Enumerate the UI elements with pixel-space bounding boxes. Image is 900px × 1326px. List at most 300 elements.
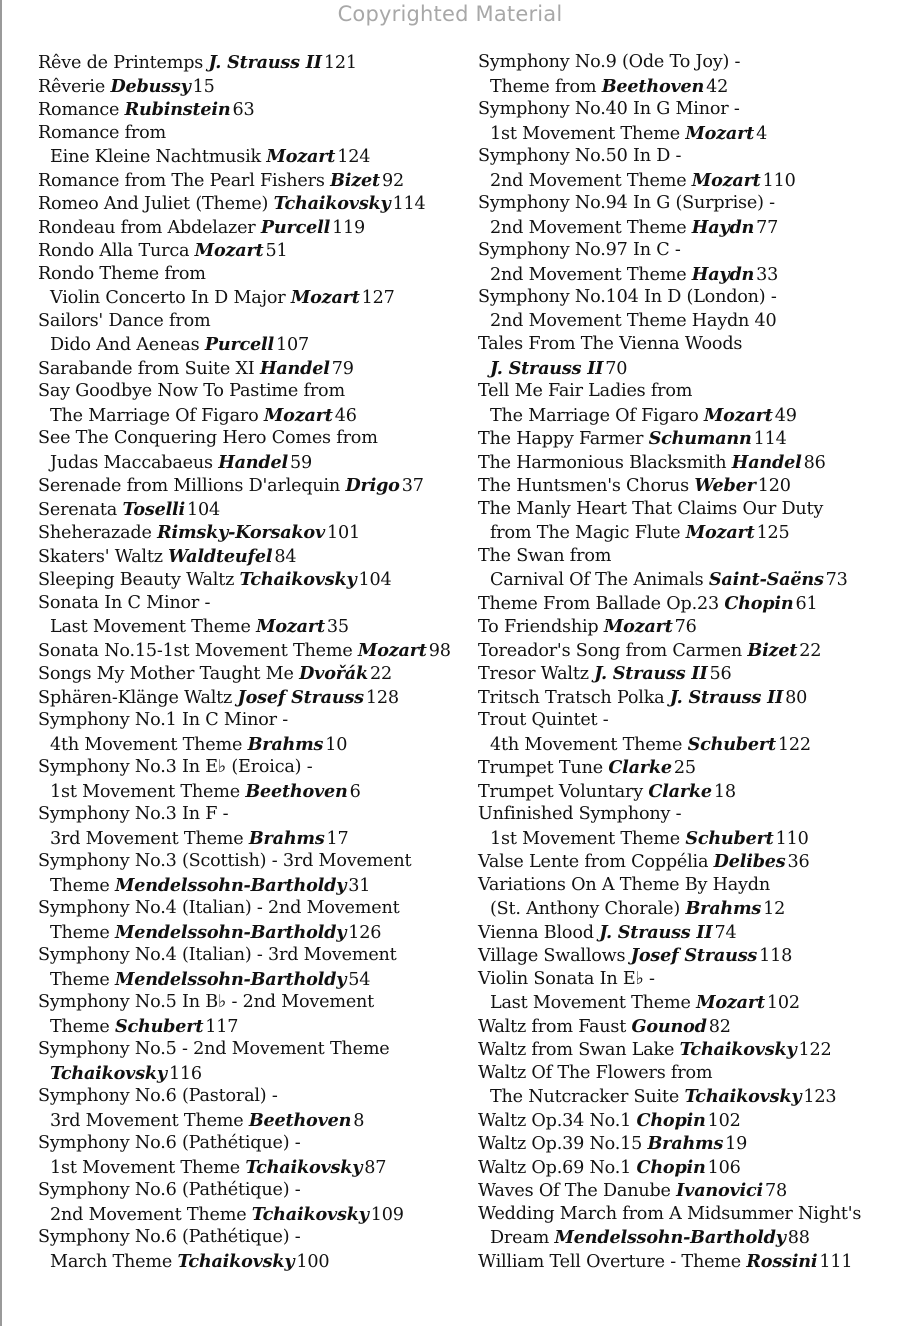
index-entry xyxy=(38,404,458,428)
index-entry xyxy=(38,874,458,898)
entry-composer: Mendelssohn-Bartholdy xyxy=(114,874,347,896)
entry-page-number: 119 xyxy=(332,217,366,238)
entry-composer: J. Strauss II xyxy=(599,921,713,943)
index-entry xyxy=(38,1226,458,1250)
index-entry xyxy=(38,1179,458,1203)
entry-title: Symphony No.97 In C - xyxy=(478,240,681,260)
entry-page-number: 110 xyxy=(775,828,809,849)
entry-composer: Mendelssohn-Bartholdy xyxy=(114,968,347,990)
entry-title: 1st Movement Theme xyxy=(50,781,246,802)
index-entry xyxy=(478,639,898,663)
entry-title: The Nutcracker Suite xyxy=(490,1087,685,1107)
entry-title: Judas Maccabaeus xyxy=(50,452,219,473)
index-entry xyxy=(38,968,458,992)
entry-title: Valse Lente from Coppélia xyxy=(478,852,714,872)
index-entry xyxy=(38,733,458,757)
index-entry xyxy=(38,897,458,921)
entry-title: Rondo Theme from xyxy=(38,263,206,284)
index-entry xyxy=(38,991,458,1015)
index-entry xyxy=(38,333,458,357)
entry-composer: Saint-Saëns xyxy=(708,569,824,590)
index-entry xyxy=(38,451,458,475)
entry-title: Toreador's Song from Carmen xyxy=(478,640,748,661)
index-entry xyxy=(478,827,898,851)
index-entry xyxy=(478,1250,898,1274)
entry-title: 3rd Movement Theme xyxy=(50,1110,249,1131)
entry-composer: J. Strauss II xyxy=(669,686,784,708)
index-entry xyxy=(38,545,458,569)
entry-composer: Mozart xyxy=(685,122,755,144)
index-entry xyxy=(38,474,458,498)
entry-composer: Tchaikovsky xyxy=(50,1062,167,1084)
entry-composer: Debussy xyxy=(110,75,191,97)
index-entry xyxy=(478,780,898,804)
entry-title: (St. Anthony Chorale) xyxy=(490,899,686,919)
copyright-watermark: Copyrighted Material xyxy=(337,2,563,26)
index-entry xyxy=(38,686,458,710)
index-entry xyxy=(478,357,898,381)
entry-page-number: 114 xyxy=(392,194,426,214)
entry-page-number: 18 xyxy=(713,781,736,802)
entry-page-number: 22 xyxy=(369,664,392,684)
entry-composer: Chopin xyxy=(636,1156,706,1178)
entry-title: Rondo Alla Turca xyxy=(38,241,195,261)
entry-title: Violin Concerto In D Major xyxy=(50,288,291,308)
entry-page-number: 78 xyxy=(765,1181,788,1201)
entry-title: Last Movement Theme xyxy=(50,617,257,637)
entry-composer: Handel xyxy=(259,357,330,379)
index-entry xyxy=(478,944,898,968)
index-entry xyxy=(478,592,898,616)
index-entry xyxy=(38,1062,458,1086)
entry-page-number: 128 xyxy=(365,687,399,708)
entry-composer: Purcell xyxy=(260,216,331,238)
entry-page-number: 56 xyxy=(709,664,732,684)
entry-title: Waltz Op.34 No.1 xyxy=(478,1110,637,1131)
entry-page-number: 46 xyxy=(334,405,357,426)
index-column-right xyxy=(478,51,898,1273)
entry-title: Symphony No.40 In G Minor - xyxy=(478,99,740,119)
index-entry xyxy=(38,192,458,216)
entry-composer: Beethoven xyxy=(601,75,705,97)
entry-title: Tresor Waltz xyxy=(478,664,595,684)
entry-title: Serenade from Millions D'arlequin xyxy=(38,476,346,496)
index-entry xyxy=(478,451,898,475)
index-entry xyxy=(478,1132,898,1156)
index-entry xyxy=(38,263,458,287)
index-entry xyxy=(38,662,458,686)
index-entry xyxy=(38,1109,458,1133)
entry-page-number: 33 xyxy=(756,264,779,285)
entry-page-number: 63 xyxy=(232,100,255,120)
entry-title: Symphony No.4 (Italian) - 2nd Movement xyxy=(38,898,400,918)
index-entry xyxy=(38,239,458,263)
entry-title: Symphony No.6 (Pathétique) - xyxy=(38,1227,301,1247)
entry-page-number: 101 xyxy=(326,523,360,543)
entry-page-number: 102 xyxy=(707,1110,741,1131)
entry-page-number: 109 xyxy=(370,1204,404,1225)
index-entry xyxy=(478,1203,898,1227)
entry-title: Symphony No.5 In B♭ - 2nd Movement xyxy=(38,992,375,1012)
entry-title: Trumpet Voluntary xyxy=(478,781,649,802)
entry-composer: Mendelssohn-Bartholdy xyxy=(114,921,347,943)
entry-page-number: 59 xyxy=(289,452,312,473)
entry-page-number: 22 xyxy=(799,640,822,661)
entry-composer: Josef Strauss xyxy=(237,686,364,708)
entry-page-number: 86 xyxy=(803,452,826,473)
index-entry xyxy=(38,756,458,780)
index-entry xyxy=(478,404,898,428)
entry-title: 1st Movement Theme xyxy=(490,123,686,144)
entry-composer: Schubert xyxy=(685,827,774,849)
index-entry xyxy=(38,122,458,146)
entry-title: Symphony No.50 In D - xyxy=(478,146,682,166)
entry-composer: Clarke xyxy=(648,780,712,802)
entry-composer: Tchaikovsky xyxy=(679,1039,797,1060)
entry-page-number: 61 xyxy=(795,593,818,614)
entry-title: Symphony No.3 In E♭ (Eroica) - xyxy=(38,757,313,777)
index-entry xyxy=(38,427,458,451)
entry-title: Tritsch Tratsch Polka xyxy=(478,687,670,708)
entry-page-number: 31 xyxy=(348,875,371,896)
page-edge-line xyxy=(0,0,2,1326)
entry-composer: Handel xyxy=(731,451,802,473)
entry-title: Sleeping Beauty Waltz xyxy=(38,570,240,590)
entry-composer: Toselli xyxy=(122,498,186,520)
entry-title: Unfinished Symphony - xyxy=(478,804,682,824)
entry-title: Theme xyxy=(50,1016,115,1037)
entry-title: 3rd Movement Theme xyxy=(50,828,249,849)
index-entry xyxy=(38,1250,458,1274)
entry-page-number: 126 xyxy=(348,922,382,943)
entry-composer: Bizet xyxy=(747,639,798,661)
entry-title: See The Conquering Hero Comes from xyxy=(38,428,378,448)
entry-composer: Mozart xyxy=(263,404,333,426)
index-entry xyxy=(38,850,458,874)
entry-page-number: 54 xyxy=(348,969,371,990)
entry-title: Tell Me Fair Ladies from xyxy=(478,381,693,401)
entry-title: Romance from The Pearl Fishers xyxy=(38,170,331,191)
index-entry xyxy=(38,592,458,616)
index-entry xyxy=(478,1015,898,1039)
entry-title: Trout Quintet - xyxy=(478,710,609,730)
entry-title: Romeo And Juliet (Theme) xyxy=(38,194,274,214)
entry-title: Rêverie xyxy=(38,76,111,97)
index-entry xyxy=(38,145,458,169)
entry-page-number: 84 xyxy=(274,546,297,567)
entry-composer: Dvořák xyxy=(299,663,368,684)
entry-title: 2nd Movement Theme xyxy=(490,264,692,285)
entry-composer: Tchaikovsky xyxy=(273,193,391,214)
entry-page-number: 100 xyxy=(296,1251,330,1272)
entry-title: Rêve de Printemps xyxy=(38,53,209,73)
entry-composer: Rubinstein xyxy=(124,99,231,120)
entry-page-number: 111 xyxy=(819,1251,853,1272)
entry-composer: Handel xyxy=(218,451,288,473)
entry-page-number: 76 xyxy=(674,617,697,637)
entry-composer: Mendelssohn-Bartholdy xyxy=(554,1227,786,1248)
entry-page-number: 121 xyxy=(323,53,357,73)
entry-title: Waltz from Swan Lake xyxy=(478,1040,680,1060)
entry-page-number: 114 xyxy=(753,429,787,449)
index-entry xyxy=(478,427,898,451)
entry-page-number: 42 xyxy=(706,76,729,97)
index-entry xyxy=(38,568,458,592)
entry-composer: Brahms xyxy=(247,733,324,755)
index-entry xyxy=(38,1015,458,1039)
entry-composer: Mozart xyxy=(357,639,427,661)
entry-title: 2nd Movement Theme Haydn 40 xyxy=(490,310,777,331)
entry-title: The Marriage Of Figaro xyxy=(490,405,704,426)
entry-composer: Brahms xyxy=(685,898,762,919)
entry-page-number: 82 xyxy=(708,1016,731,1037)
entry-page-number: 77 xyxy=(756,217,779,238)
entry-title: The Harmonious Blacksmith xyxy=(478,452,732,473)
index-entry xyxy=(478,310,898,334)
entry-page-number: 127 xyxy=(361,288,395,308)
index-entry xyxy=(478,474,898,498)
entry-title: Say Goodbye Now To Pastime from xyxy=(38,381,345,401)
index-entry xyxy=(478,216,898,240)
index-entry xyxy=(38,639,458,663)
entry-title: Theme From Ballade Op.23 xyxy=(478,593,725,614)
index-entry xyxy=(38,1156,458,1180)
index-entry xyxy=(478,756,898,780)
entry-title: Symphony No.94 In G (Surprise) - xyxy=(478,193,775,213)
entry-title: The Huntsmen's Chorus xyxy=(478,476,695,496)
entry-title: The Marriage Of Figaro xyxy=(50,405,264,426)
entry-title: 1st Movement Theme xyxy=(50,1157,246,1178)
entry-title: Sarabande from Suite XI xyxy=(38,358,260,379)
entry-page-number: 125 xyxy=(756,523,790,543)
index-entry xyxy=(478,122,898,146)
index-entry xyxy=(478,51,898,75)
entry-title: March Theme xyxy=(50,1251,178,1272)
index-entry xyxy=(478,709,898,733)
entry-title: Symphony No.5 - 2nd Movement Theme xyxy=(38,1039,390,1059)
entry-composer: Mozart xyxy=(194,240,264,261)
index-entry xyxy=(478,733,898,757)
entry-title: Eine Kleine Nachtmusik xyxy=(50,147,267,167)
index-entry xyxy=(38,75,458,99)
index-entry xyxy=(478,686,898,710)
entry-title: Serenata xyxy=(38,499,123,520)
index-entry xyxy=(38,521,458,545)
entry-composer: Tchaikovsky xyxy=(684,1086,802,1107)
index-entry xyxy=(478,333,898,357)
index-entry xyxy=(478,897,898,921)
entry-title: Waltz from Faust xyxy=(478,1016,632,1037)
entry-title: To Friendship xyxy=(478,617,604,637)
entry-title: 4th Movement Theme xyxy=(490,734,688,755)
entry-page-number: 37 xyxy=(401,476,424,496)
entry-composer: Mozart xyxy=(256,616,325,637)
entry-title: Theme xyxy=(50,969,115,990)
entry-page-number: 73 xyxy=(825,570,848,590)
entry-composer: Tchaikovsky xyxy=(251,1203,369,1225)
entry-composer: Mozart xyxy=(603,616,673,637)
entry-title: Waltz Op.39 No.15 xyxy=(478,1134,648,1154)
entry-page-number: 117 xyxy=(205,1016,239,1037)
index-entry xyxy=(478,803,898,827)
index-entry xyxy=(38,709,458,733)
entry-title: Waltz Of The Flowers from xyxy=(478,1062,713,1083)
entry-page-number: 92 xyxy=(381,170,404,191)
entry-title: Symphony No.6 (Pathétique) - xyxy=(38,1133,301,1153)
index-entry xyxy=(478,286,898,310)
entry-page-number: 123 xyxy=(803,1087,837,1107)
entry-composer: Delibes xyxy=(713,851,786,872)
entry-title: Romance xyxy=(38,100,125,120)
entry-title: Symphony No.6 (Pastoral) - xyxy=(38,1086,278,1106)
entry-composer: Tchaikovsky xyxy=(177,1250,295,1272)
entry-title: Tales From The Vienna Woods xyxy=(478,334,743,354)
entry-composer: Chopin xyxy=(724,592,794,614)
index-entry xyxy=(478,498,898,522)
index-entry xyxy=(478,662,898,686)
entry-composer: Mozart xyxy=(691,169,761,191)
entry-title: Dido And Aeneas xyxy=(50,335,205,355)
index-entry xyxy=(38,1038,458,1062)
entry-title: 2nd Movement Theme xyxy=(490,170,692,191)
entry-title: Sheherazade xyxy=(38,523,158,543)
entry-composer: Rimsky-Korsakov xyxy=(157,522,325,543)
entry-composer: Beethoven xyxy=(248,1109,352,1131)
entry-title: 4th Movement Theme xyxy=(50,734,248,755)
index-entry xyxy=(478,75,898,99)
entry-composer: Tchaikovsky xyxy=(239,569,357,590)
entry-composer: Mozart xyxy=(696,992,765,1013)
entry-title: Wedding March from A Midsummer Night's xyxy=(478,1203,862,1224)
index-entry xyxy=(38,51,458,75)
entry-title: Symphony No.1 In C Minor - xyxy=(38,710,289,730)
entry-composer: Beethoven xyxy=(245,780,348,802)
entry-title: 2nd Movement Theme xyxy=(50,1204,252,1225)
index-entry xyxy=(478,1226,898,1250)
entry-page-number: 51 xyxy=(265,241,288,261)
entry-title: Trumpet Tune xyxy=(478,758,609,778)
entry-page-number: 8 xyxy=(353,1110,365,1131)
entry-title: Theme xyxy=(50,875,115,896)
entry-page-number: 87 xyxy=(364,1157,387,1178)
entry-title: Waltz Op.69 No.1 xyxy=(478,1157,637,1178)
entry-title: Symphony No.104 In D (London) - xyxy=(478,287,777,307)
index-entry xyxy=(478,850,898,874)
entry-title: Waves Of The Danube xyxy=(478,1181,677,1201)
entry-title: Symphony No.3 In F - xyxy=(38,804,229,824)
entry-page-number: 88 xyxy=(787,1228,810,1248)
entry-page-number: 80 xyxy=(785,687,808,708)
entry-composer: Bizet xyxy=(330,169,380,191)
entry-page-number: 104 xyxy=(358,570,392,590)
entry-page-number: 35 xyxy=(326,617,349,637)
index-entry xyxy=(478,1156,898,1180)
index-entry xyxy=(478,263,898,287)
entry-composer: J. Strauss II xyxy=(208,52,322,73)
index-entry xyxy=(38,357,458,381)
index-entry xyxy=(478,968,898,992)
entry-title: Theme from xyxy=(490,76,602,97)
entry-composer: Josef Strauss xyxy=(630,945,758,966)
index-entry xyxy=(38,310,458,334)
entry-page-number: 122 xyxy=(777,734,811,755)
entry-title: Symphony No.6 (Pathétique) - xyxy=(38,1180,301,1200)
index-entry xyxy=(478,192,898,216)
entry-title: The Happy Farmer xyxy=(478,429,649,449)
entry-composer: Rossini xyxy=(746,1250,818,1272)
entry-composer: Brahms xyxy=(248,827,325,849)
entry-page-number: 17 xyxy=(326,828,349,849)
entry-page-number: 116 xyxy=(168,1063,202,1084)
entry-page-number: 15 xyxy=(192,76,215,97)
entry-page-number: 4 xyxy=(756,123,768,144)
index-column-left xyxy=(38,51,458,1273)
index-entry xyxy=(478,169,898,193)
index-entry xyxy=(478,380,898,404)
index-entry xyxy=(478,145,898,169)
index-entry xyxy=(38,498,458,522)
index-entry xyxy=(38,803,458,827)
entry-page-number: 10 xyxy=(325,734,348,755)
index-entry xyxy=(38,1203,458,1227)
entry-title: Symphony No.9 (Ode To Joy) - xyxy=(478,52,741,72)
entry-title: Vienna Blood xyxy=(478,922,600,943)
entry-title: Variations On A Theme By Haydn xyxy=(478,874,770,895)
entry-composer: Chopin xyxy=(636,1109,706,1131)
entry-title: Skaters' Waltz xyxy=(38,546,169,567)
entry-page-number: 124 xyxy=(337,147,371,167)
index-entry xyxy=(38,380,458,404)
entry-composer: J. Strauss II xyxy=(594,663,708,684)
index-entry xyxy=(38,944,458,968)
entry-title: Violin Sonata In E♭ - xyxy=(478,968,655,989)
entry-title: Sonata In C Minor - xyxy=(38,592,211,613)
entry-title: 2nd Movement Theme xyxy=(490,217,692,238)
entry-composer: Haydn xyxy=(691,216,755,238)
index-entry xyxy=(38,98,458,122)
entry-composer: Weber xyxy=(694,475,756,496)
entry-composer: Haydn xyxy=(691,263,755,285)
entry-composer: Gounod xyxy=(631,1015,707,1037)
entry-title: Last Movement Theme xyxy=(490,993,697,1013)
entry-title: Theme xyxy=(50,922,115,943)
entry-title: The Manly Heart That Claims Our Duty xyxy=(478,498,824,519)
index-entry xyxy=(478,1062,898,1086)
entry-title: Carnival Of The Animals xyxy=(490,570,709,590)
entry-composer: Purcell xyxy=(204,334,275,355)
entry-composer: Brahms xyxy=(647,1133,724,1154)
index-entry xyxy=(38,615,458,639)
entry-title: Sailors' Dance from xyxy=(38,310,211,331)
index-entry xyxy=(38,1132,458,1156)
index-entry xyxy=(478,1109,898,1133)
entry-page-number: 12 xyxy=(763,899,786,919)
index-entry xyxy=(478,521,898,545)
entry-title: Dream xyxy=(490,1228,555,1248)
index-entry xyxy=(478,615,898,639)
index-entry xyxy=(478,991,898,1015)
entry-composer: Clarke xyxy=(608,757,672,778)
entry-page-number: 107 xyxy=(276,335,309,355)
entry-composer: Mozart xyxy=(703,404,773,426)
index-entry xyxy=(478,568,898,592)
entry-composer: Tchaikovsky xyxy=(245,1156,363,1178)
entry-composer: Waldteufel xyxy=(168,545,273,567)
entry-title: Romance from xyxy=(38,122,166,143)
entry-composer: Schubert xyxy=(687,733,776,755)
entry-page-number: 74 xyxy=(714,922,737,943)
entry-page-number: 49 xyxy=(774,405,797,426)
